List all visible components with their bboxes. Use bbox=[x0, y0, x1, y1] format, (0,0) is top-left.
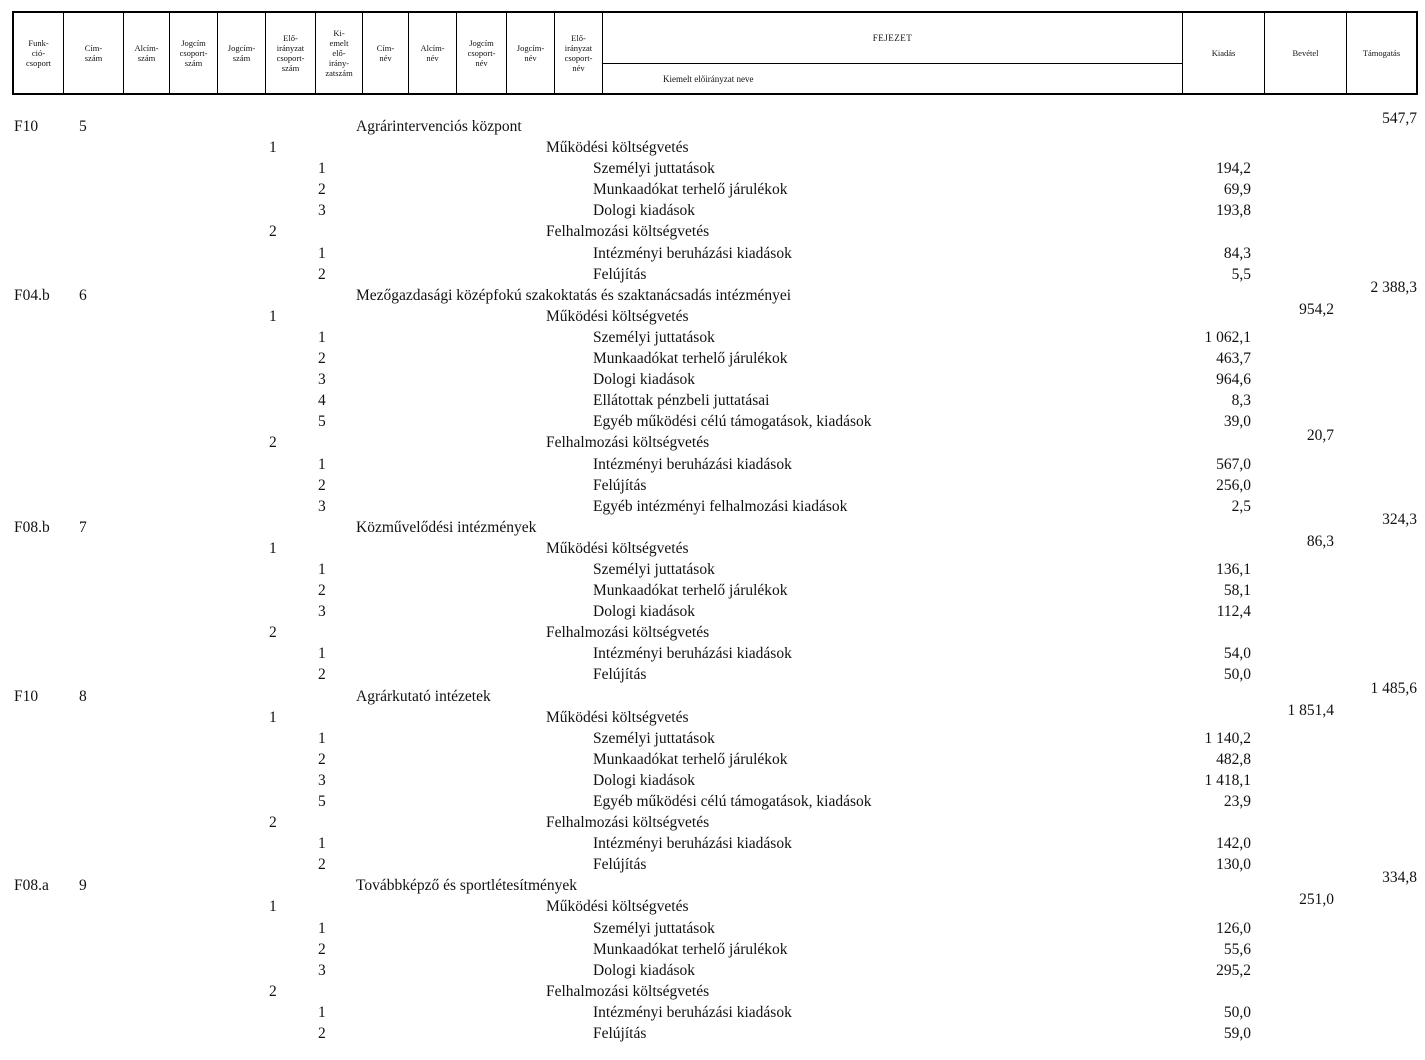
kiemelt-eloiranyzat-nev: Egyéb működési célú támogatások, kiadások bbox=[593, 413, 872, 431]
table-row bbox=[0, 200, 1425, 221]
table-row bbox=[0, 1023, 1425, 1044]
table-row bbox=[0, 981, 1425, 1002]
kiadas-value: 5,5 bbox=[1231, 265, 1251, 283]
kiemelt-eloiranyzat-szam: 2 bbox=[318, 350, 326, 368]
kiadas-value: 130,0 bbox=[1216, 856, 1251, 874]
table-row bbox=[0, 348, 1425, 369]
table-row bbox=[0, 496, 1425, 517]
kiemelt-eloiranyzat-nev: Személyi juttatások bbox=[593, 560, 715, 578]
header-fejezet: FEJEZET bbox=[872, 33, 913, 43]
kiemelt-eloiranyzat-nev: Munkaadókat terhelő járulékok bbox=[593, 181, 788, 199]
table-row bbox=[0, 664, 1425, 685]
table-row bbox=[0, 243, 1425, 264]
bevetel-value: 1 851,4 bbox=[1287, 701, 1334, 719]
kiemelt-eloiranyzat-szam: 3 bbox=[318, 202, 326, 220]
kiadas-value: 2,5 bbox=[1231, 497, 1251, 515]
kiemelt-eloiranyzat-nev: Intézményi beruházási kiadások bbox=[593, 645, 792, 663]
kiemelt-eloiranyzat-nev: Egyéb működési célú támogatások, kiadások bbox=[593, 793, 872, 810]
table-row bbox=[0, 869, 1425, 896]
kiemelt-eloiranyzat-szam: 3 bbox=[318, 603, 326, 621]
kiadas-value: 23,9 bbox=[1223, 793, 1251, 810]
kiadas-value: 194,2 bbox=[1216, 160, 1251, 178]
eloiranyzat-csoport-szam: 1 bbox=[269, 898, 277, 916]
kiemelt-eloiranyzat-nev: Munkaadókat terhelő járulékok bbox=[593, 350, 788, 368]
table-row bbox=[0, 532, 1425, 559]
header-kiadas: Kiadás bbox=[1183, 13, 1265, 93]
table-row bbox=[0, 728, 1425, 749]
table-row bbox=[0, 559, 1425, 580]
kiadas-value: 1 062,1 bbox=[1204, 328, 1251, 346]
eloiranyzat-csoport-nev: Működési költségvetés bbox=[546, 898, 689, 916]
eloiranyzat-csoport-szam: 2 bbox=[269, 434, 277, 452]
kiadas-value: 463,7 bbox=[1216, 350, 1251, 368]
kiemelt-eloiranyzat-nev: Intézményi beruházási kiadások bbox=[593, 455, 792, 473]
kiemelt-eloiranyzat-nev: Dologi kiadások bbox=[593, 603, 696, 621]
eloiranyzat-csoport-nev: Működési költségvetés bbox=[546, 307, 689, 325]
kiemelt-eloiranyzat-szam: 1 bbox=[318, 729, 326, 747]
table-row bbox=[0, 427, 1425, 453]
kiemelt-eloiranyzat-szam: 2 bbox=[318, 1025, 326, 1043]
kiemelt-eloiranyzat-szam: 5 bbox=[318, 793, 326, 810]
table-row bbox=[0, 749, 1425, 770]
eloiranyzat-csoport-szam: 2 bbox=[269, 982, 277, 1000]
table-row bbox=[0, 510, 1425, 538]
kiemelt-eloiranyzat-szam: 2 bbox=[318, 181, 326, 199]
kiemelt-eloiranyzat-nev: Személyi juttatások bbox=[593, 160, 715, 178]
table-row bbox=[0, 369, 1425, 390]
kiemelt-eloiranyzat-szam: 1 bbox=[318, 835, 326, 853]
eloiranyzat-csoport-nev: Működési költségvetés bbox=[546, 539, 689, 557]
kiemelt-eloiranyzat-szam: 2 bbox=[318, 666, 326, 684]
kiemelt-eloiranyzat-szam: 1 bbox=[318, 160, 326, 178]
cim-nev: Mezőgazdasági középfokú szakoktatás és szaktanácsadás intézményei bbox=[356, 286, 792, 304]
table-row bbox=[0, 264, 1425, 285]
eloiranyzat-csoport-szam: 1 bbox=[269, 708, 277, 726]
table-row bbox=[0, 622, 1425, 643]
tamogatas-value: 2 388,3 bbox=[1370, 278, 1417, 296]
kiemelt-eloiranyzat-szam: 2 bbox=[318, 856, 326, 874]
kiadas-value: 136,1 bbox=[1216, 560, 1251, 578]
table-row bbox=[0, 390, 1425, 411]
table-row bbox=[0, 643, 1425, 664]
cim-szam: 9 bbox=[79, 877, 87, 895]
header-kiemelt-eloiranyzat-neve: Kiemelt előirányzat neve bbox=[603, 63, 1182, 93]
eloiranyzat-csoport-szam: 2 bbox=[269, 624, 277, 642]
bevetel-value: 20,7 bbox=[1306, 427, 1334, 445]
table-row bbox=[0, 701, 1425, 728]
table-row bbox=[0, 278, 1425, 306]
kiadas-value: 8,3 bbox=[1231, 392, 1251, 410]
header-kiemelt-eloiranyzat-szam: Ki- emelt elő- irány- zatszám bbox=[316, 13, 363, 93]
kiemelt-eloiranyzat-nev: Felújítás bbox=[593, 666, 647, 684]
kiemelt-eloiranyzat-nev: Dologi kiadások bbox=[593, 202, 696, 220]
eloiranyzat-csoport-szam: 2 bbox=[269, 223, 277, 241]
eloiranyzat-csoport-nev: Működési költségvetés bbox=[546, 139, 689, 157]
kiemelt-eloiranyzat-szam: 1 bbox=[318, 455, 326, 473]
kiadas-value: 59,0 bbox=[1223, 1025, 1251, 1043]
kiemelt-eloiranyzat-nev: Munkaadókat terhelő járulékok bbox=[593, 940, 788, 958]
header-cim-szam: Cím- szám bbox=[64, 13, 124, 93]
table-row bbox=[0, 327, 1425, 348]
table-row bbox=[0, 475, 1425, 496]
table-row bbox=[0, 960, 1425, 981]
table-header bbox=[12, 11, 1418, 95]
kiadas-value: 58,1 bbox=[1223, 582, 1251, 600]
kiadas-value: 112,4 bbox=[1216, 603, 1251, 621]
eloiranyzat-csoport-nev: Felhalmozási költségvetés bbox=[546, 624, 710, 642]
kiemelt-eloiranyzat-nev: Egyéb intézményi felhalmozási kiadások bbox=[593, 497, 848, 515]
tamogatas-value: 324,3 bbox=[1382, 510, 1417, 528]
kiemelt-eloiranyzat-szam: 3 bbox=[318, 961, 326, 979]
kiadas-value: 567,0 bbox=[1216, 455, 1251, 473]
table-row bbox=[0, 601, 1425, 622]
kiemelt-eloiranyzat-szam: 2 bbox=[318, 582, 326, 600]
cim-nev: Agrárintervenciós központ bbox=[356, 118, 522, 135]
header-alcim-nev: Alcím- név bbox=[409, 13, 457, 93]
eloiranyzat-csoport-nev: Felhalmozási költségvetés bbox=[546, 814, 710, 832]
kiemelt-eloiranyzat-nev: Személyi juttatások bbox=[593, 328, 715, 346]
funkcio-csoport: F04.b bbox=[14, 286, 50, 304]
header-jogcimcsoport-nev: Jogcím csoport- név bbox=[457, 13, 507, 93]
table-row bbox=[0, 110, 1425, 137]
kiemelt-eloiranyzat-szam: 2 bbox=[318, 476, 326, 494]
table-row bbox=[0, 918, 1425, 939]
kiadas-value: 193,8 bbox=[1216, 202, 1251, 220]
cim-szam: 8 bbox=[79, 687, 87, 705]
kiemelt-eloiranyzat-szam: 5 bbox=[318, 413, 326, 431]
tamogatas-value: 1 485,6 bbox=[1370, 679, 1417, 697]
eloiranyzat-csoport-szam: 1 bbox=[269, 139, 277, 157]
kiemelt-eloiranyzat-nev: Személyi juttatások bbox=[593, 919, 715, 937]
cim-nev: Agrárkutató intézetek bbox=[356, 687, 491, 705]
kiemelt-eloiranyzat-szam: 3 bbox=[318, 497, 326, 515]
kiadas-value: 126,0 bbox=[1216, 919, 1251, 937]
bevetel-value: 954,2 bbox=[1299, 300, 1334, 318]
eloiranyzat-csoport-nev: Felhalmozási költségvetés bbox=[546, 223, 710, 241]
kiemelt-eloiranyzat-szam: 1 bbox=[318, 560, 326, 578]
tamogatas-value: 334,8 bbox=[1382, 869, 1417, 887]
kiadas-value: 69,9 bbox=[1223, 181, 1251, 199]
kiemelt-eloiranyzat-nev: Ellátottak pénzbeli juttatásai bbox=[593, 392, 770, 410]
eloiranyzat-csoport-nev: Felhalmozási költségvetés bbox=[546, 434, 710, 452]
kiemelt-eloiranyzat-nev: Dologi kiadások bbox=[593, 961, 696, 979]
table-row bbox=[0, 158, 1425, 179]
kiadas-value: 964,6 bbox=[1216, 371, 1251, 389]
table-row bbox=[0, 580, 1425, 601]
cim-szam: 5 bbox=[79, 118, 87, 135]
table-row bbox=[0, 300, 1425, 327]
kiadas-value: 482,8 bbox=[1216, 750, 1251, 768]
bevetel-value: 86,3 bbox=[1306, 532, 1334, 550]
kiadas-value: 50,0 bbox=[1223, 666, 1251, 684]
kiemelt-eloiranyzat-nev: Munkaadókat terhelő járulékok bbox=[593, 582, 788, 600]
kiemelt-eloiranyzat-nev: Intézményi beruházási kiadások bbox=[593, 244, 792, 262]
table-row bbox=[0, 1002, 1425, 1023]
kiemelt-eloiranyzat-nev: Dologi kiadások bbox=[593, 771, 696, 789]
header-jogcim-nev: Jogcím- név bbox=[507, 13, 555, 93]
kiemelt-eloiranyzat-nev: Felújítás bbox=[593, 856, 647, 874]
cim-szam: 6 bbox=[79, 286, 87, 304]
table-row bbox=[0, 812, 1425, 833]
eloiranyzat-csoport-szam: 1 bbox=[269, 307, 277, 325]
kiadas-value: 50,0 bbox=[1223, 1003, 1251, 1021]
kiemelt-eloiranyzat-szam: 1 bbox=[318, 328, 326, 346]
kiemelt-eloiranyzat-szam: 2 bbox=[318, 750, 326, 768]
table-row bbox=[0, 833, 1425, 854]
kiadas-value: 39,0 bbox=[1223, 413, 1251, 431]
funkcio-csoport: F08.a bbox=[14, 877, 49, 895]
table-row bbox=[0, 939, 1425, 960]
kiemelt-eloiranyzat-nev: Intézményi beruházási kiadások bbox=[593, 1003, 792, 1021]
table-row bbox=[0, 770, 1425, 791]
header-jogcimcsoport-szam: Jogcím csoport- szám bbox=[170, 13, 218, 93]
kiadas-value: 142,0 bbox=[1216, 835, 1251, 853]
eloiranyzat-csoport-nev: Működési költségvetés bbox=[546, 708, 689, 726]
cim-szam: 7 bbox=[79, 518, 87, 536]
header-eloiranyzat-csoport-szam: Elő- irányzat csoport- szám bbox=[266, 13, 316, 93]
table-row bbox=[0, 791, 1425, 812]
eloiranyzat-csoport-nev: Felhalmozási költségvetés bbox=[546, 982, 710, 1000]
kiemelt-eloiranyzat-szam: 1 bbox=[318, 645, 326, 663]
eloiranyzat-csoport-szam: 2 bbox=[269, 814, 277, 832]
funkcio-csoport: F10 bbox=[14, 118, 39, 135]
kiemelt-eloiranyzat-szam: 2 bbox=[318, 265, 326, 283]
kiemelt-eloiranyzat-szam: 3 bbox=[318, 771, 326, 789]
header-alcim-szam: Alcím- szám bbox=[124, 13, 170, 93]
table-row bbox=[0, 854, 1425, 875]
kiemelt-eloiranyzat-nev: Személyi juttatások bbox=[593, 729, 715, 747]
kiadas-value: 54,0 bbox=[1223, 645, 1251, 663]
table-row bbox=[0, 137, 1425, 158]
header-eloiranyzat-csoport-nev: Elő- irányzat csoport- név bbox=[555, 13, 603, 93]
header-jogcim-szam: Jogcím- szám bbox=[218, 13, 266, 93]
kiadas-value: 84,3 bbox=[1223, 244, 1251, 262]
kiemelt-eloiranyzat-nev: Felújítás bbox=[593, 476, 647, 494]
bevetel-value: 251,0 bbox=[1299, 891, 1334, 909]
kiadas-value: 256,0 bbox=[1216, 476, 1251, 494]
kiemelt-eloiranyzat-nev: Munkaadókat terhelő járulékok bbox=[593, 750, 788, 768]
header-funkcio-csoport: Funk- ció- csoport bbox=[14, 13, 64, 93]
header-cim-nev: Cím- név bbox=[363, 13, 409, 93]
header-fejezet-block bbox=[603, 13, 1183, 93]
header-bevetel: Bevétel bbox=[1265, 13, 1347, 93]
kiadas-value: 55,6 bbox=[1223, 940, 1251, 958]
table-row bbox=[0, 221, 1425, 242]
kiemelt-eloiranyzat-szam: 1 bbox=[318, 244, 326, 262]
table-row bbox=[0, 179, 1425, 200]
budget-table-body bbox=[0, 110, 1425, 1044]
kiadas-value: 1 418,1 bbox=[1204, 771, 1251, 789]
cim-nev: Közművelődési intézmények bbox=[356, 518, 537, 536]
kiemelt-eloiranyzat-szam: 1 bbox=[318, 1003, 326, 1021]
table-row bbox=[0, 891, 1425, 917]
header-tamogatas: Támogatás bbox=[1362, 48, 1401, 58]
tamogatas-value: 547,7 bbox=[1382, 110, 1417, 127]
kiemelt-eloiranyzat-nev: Intézményi beruházási kiadások bbox=[593, 835, 792, 853]
table-row bbox=[0, 679, 1425, 707]
kiemelt-eloiranyzat-szam: 4 bbox=[318, 392, 326, 410]
kiemelt-eloiranyzat-nev: Felújítás bbox=[593, 1025, 647, 1043]
eloiranyzat-csoport-szam: 1 bbox=[269, 539, 277, 557]
kiemelt-eloiranyzat-nev: Felújítás bbox=[593, 265, 647, 283]
funkcio-csoport: F10 bbox=[14, 687, 39, 705]
table-row bbox=[0, 454, 1425, 475]
kiadas-value: 295,2 bbox=[1216, 961, 1251, 979]
cim-nev: Továbbképző és sportlétesítmények bbox=[356, 877, 578, 895]
table-row bbox=[0, 411, 1425, 432]
kiemelt-eloiranyzat-nev: Dologi kiadások bbox=[593, 371, 696, 389]
kiemelt-eloiranyzat-szam: 2 bbox=[318, 940, 326, 958]
kiemelt-eloiranyzat-szam: 3 bbox=[318, 371, 326, 389]
kiadas-value: 1 140,2 bbox=[1204, 729, 1251, 747]
kiemelt-eloiranyzat-szam: 1 bbox=[318, 919, 326, 937]
funkcio-csoport: F08.b bbox=[14, 518, 50, 536]
